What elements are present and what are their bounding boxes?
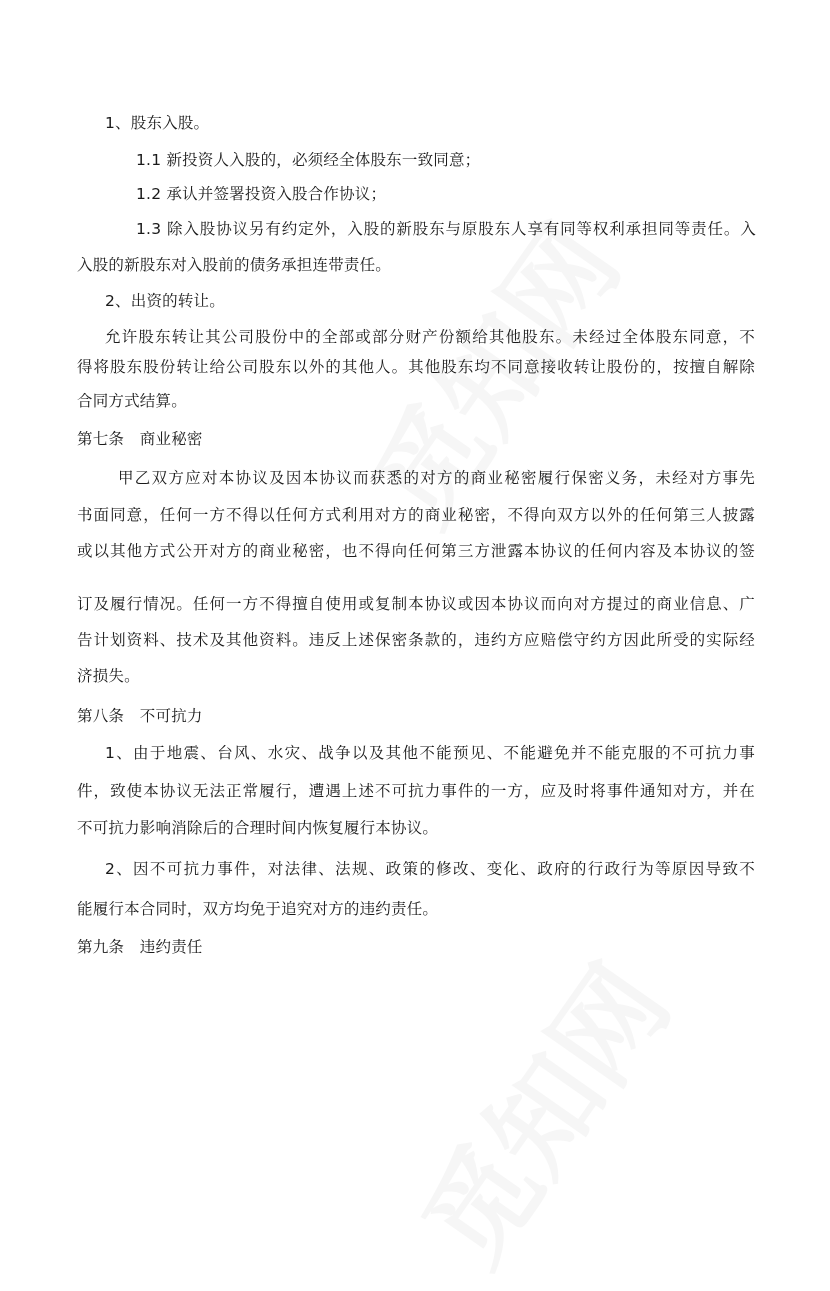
- list-item-1-1: 1.1 新投资人入股的，必须经全体股东一致同意；: [136, 151, 481, 169]
- paragraph-line: 订及履行情况。任何一方不得擅自使用或复制本协议或因本协议而向对方提过的商业信息、广: [77, 595, 755, 613]
- paragraph-line: 合同方式结算。: [77, 392, 187, 410]
- paragraph-line: 或以其他方式公开对方的商业秘密，也不得向任何第三方泄露本协议的任何内容及本协议的签: [77, 542, 755, 560]
- section-heading-article-9: 第九条 违约责任: [77, 938, 203, 956]
- paragraph-line: 得将股东股份转让给公司股东以外的其他人。其他股东均不同意接收转让股份的，按擅自解除: [77, 358, 755, 376]
- paragraph-line: 告计划资料、技术及其他资料。违反上述保密条款的，违约方应赔偿守约方因此所受的实际经: [77, 631, 755, 649]
- section-heading-article-7: 第七条 商业秘密: [77, 430, 203, 448]
- paragraph-line: 允许股东转让其公司股份中的全部或部分财产份额给其他股东。未经过全体股东同意，不: [105, 328, 755, 346]
- paragraph-line: 2、因不可抗力事件，对法律、法规、政策的修改、变化、政府的行政行为等原因导致不: [105, 860, 755, 878]
- paragraph-line: 甲乙双方应对本协议及因本协议而获悉的对方的商业秘密履行保密义务，未经对方事先: [118, 469, 755, 487]
- list-item-1: 1、股东入股。: [105, 114, 210, 132]
- watermark: [380, 930, 699, 1291]
- paragraph-line: 书面同意，任何一方不得以任何方式利用对方的商业秘密，不得向双方以外的任何第三人披露: [77, 506, 755, 524]
- paragraph-line: 不可抗力影响消除后的合理时间内恢复履行本协议。: [77, 819, 439, 837]
- paragraph-line: 件，致使本协议无法正常履行，遭遇上述不可抗力事件的一方，应及时将事件通知对方，并在: [77, 782, 755, 800]
- paragraph-line: 入股的新股东对入股前的债务承担连带责任。: [77, 256, 392, 274]
- list-item-1-3: 1.3 除入股协议另有约定外，入股的新股东与原股东人享有同等权利承担同等责任。入: [136, 220, 756, 238]
- paragraph-line: 能履行本合同时，双方均免于追究对方的违约责任。: [77, 900, 439, 918]
- paragraph-line: 济损失。: [77, 667, 140, 685]
- list-item-2: 2、出资的转让。: [105, 292, 225, 310]
- paragraph-line: 1、由于地震、台风、水灾、战争以及其他不能预见、不能避免并不能克服的不可抗力事: [105, 744, 755, 762]
- list-item-1-2: 1.2 承认并签署投资入股合作协议；: [136, 185, 387, 203]
- section-heading-article-8: 第八条 不可抗力: [77, 707, 203, 725]
